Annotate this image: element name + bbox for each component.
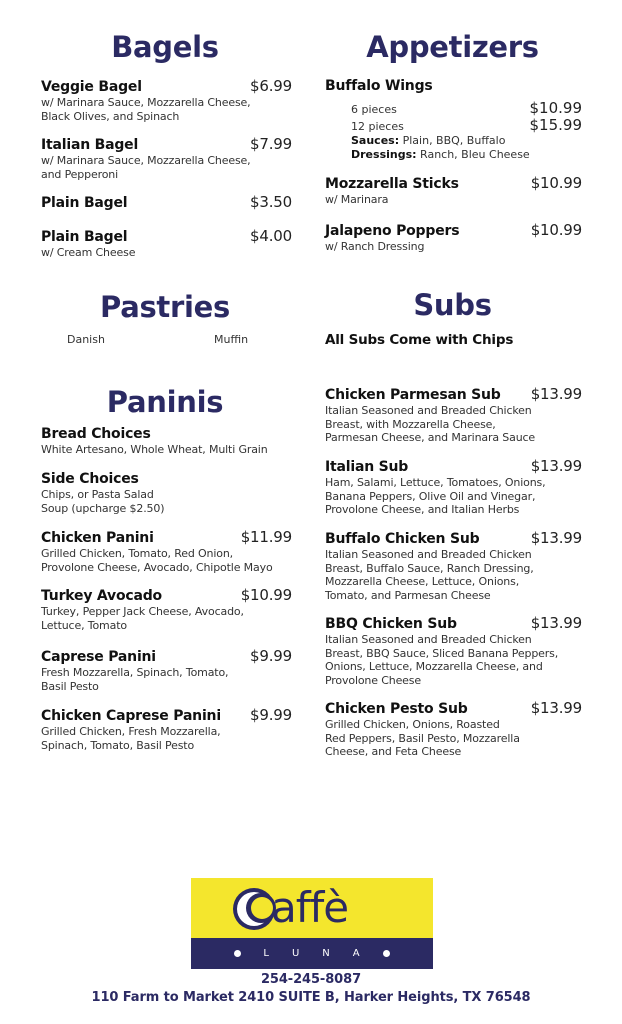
menu-item-plain-bagel (41, 194, 292, 212)
side-choice-line: Chips, or Pasta Salad (41, 488, 154, 501)
item-description: w/ Marinara (325, 193, 389, 206)
item-description: Ham, Salami, Lettuce, Tomatoes, Onions, (325, 476, 546, 489)
item-name: Caprese Panini (41, 649, 156, 665)
item-description: Breast, with Mozzarella Cheese, (325, 417, 496, 431)
item-price: $6.99 (250, 77, 292, 95)
menu-item-chicken-caprese-panini (41, 707, 292, 752)
logo-wordmark (271, 882, 348, 934)
item-name: Italian Bagel (41, 137, 139, 153)
bread-choices-list: White Artesano, Whole Wheat, Multi Grain (41, 443, 268, 456)
item-description: w/ Ranch Dressing (325, 240, 425, 253)
logo-letter: A (352, 948, 361, 959)
item-description: Parmesan Cheese, and Marinara Sauce (325, 431, 536, 444)
item-description: Turkey, Pepper Jack Cheese, Avocado, (41, 605, 244, 618)
section-title-subs: Subs (413, 288, 492, 322)
item-price: $13.99 (530, 529, 582, 547)
item-description: w/ Marinara Sauce, Mozzarella Cheese, (41, 96, 251, 109)
sauces-list: Plain, BBQ, Buffalo (402, 134, 506, 147)
item-name: Jalapeno Poppers (325, 223, 460, 239)
option-price: $10.99 (529, 99, 582, 117)
item-description: Grilled Chicken, Fresh Mozzarella, (41, 725, 221, 738)
item-price: $10.99 (530, 174, 582, 192)
item-name: Buffalo Wings (325, 78, 433, 94)
wings-option-12 (351, 117, 582, 134)
menu-item-mozzarella-sticks (325, 175, 582, 207)
item-name: BBQ Chicken Sub (325, 616, 457, 632)
item-price: $3.50 (250, 193, 292, 211)
item-description: Breast, Buffalo Sauce, Ranch Dressing, (325, 561, 534, 575)
address: 110 Farm to Market 2410 SUITE B, Harker Heights, TX 76548 (91, 990, 531, 1005)
item-price: $11.99 (240, 528, 292, 546)
logo-tagline (191, 938, 433, 969)
section-title-pastries: Pastries (100, 290, 230, 324)
item-description: Grilled Chicken, Tomato, Red Onion, (41, 547, 234, 560)
caffe-luna-logo (191, 878, 433, 969)
item-price: $13.99 (530, 614, 582, 632)
item-description: Black Olives, and Spinach (41, 109, 180, 123)
item-price: $4.00 (250, 227, 292, 245)
section-title-paninis: Paninis (106, 385, 224, 419)
menu-item-chicken-pesto-sub (325, 700, 582, 759)
bread-choices-label: Bread Choices (41, 426, 151, 442)
item-name: Chicken Panini (41, 530, 154, 546)
subs-note: All Subs Come with Chips (325, 332, 514, 348)
side-choice-line: Soup (upcharge $2.50) (41, 501, 165, 515)
pastry-item-muffin: Muffin (214, 333, 249, 346)
dressings-list: Ranch, Bleu Cheese (420, 147, 530, 161)
item-description: Italian Seasoned and Breaded Chicken (325, 548, 532, 561)
panini-bread-choices (41, 426, 301, 457)
logo-word: affè (271, 883, 349, 932)
sauces-label: Sauces: (351, 134, 400, 147)
item-description: w/ Cream Cheese (41, 246, 136, 259)
item-description: Provolone Cheese, and Italian Herbs (325, 503, 520, 516)
item-price: $10.99 (530, 221, 582, 239)
item-description: Spinach, Tomato, Basil Pesto (41, 738, 195, 752)
menu-item-plain-bagel-cream-cheese (41, 228, 292, 260)
item-name: Buffalo Chicken Sub (325, 531, 480, 547)
item-description: Red Peppers, Basil Pesto, Mozzarella (325, 731, 520, 745)
menu-item-bbq-chicken-sub (325, 615, 582, 687)
item-name: Plain Bagel (41, 229, 128, 245)
item-description: Onions, Lettuce, Mozzarella Cheese, and (325, 660, 543, 673)
logo-letter: U (291, 948, 301, 959)
dot-icon (234, 950, 241, 957)
item-name: Italian Sub (325, 459, 409, 475)
item-description: Lettuce, Tomato (41, 618, 127, 632)
menu-item-veggie-bagel (41, 78, 292, 123)
side-choices-label: Side Choices (41, 471, 139, 487)
option-label: 6 pieces (351, 103, 397, 116)
menu-item-italian-bagel (41, 136, 292, 181)
item-price: $9.99 (250, 706, 292, 724)
menu-item-jalapeno-poppers (325, 222, 582, 254)
item-description: Basil Pesto (41, 679, 99, 693)
section-title-bagels: Bagels (111, 30, 219, 64)
item-name: Chicken Pesto Sub (325, 701, 468, 717)
item-price: $13.99 (530, 385, 582, 403)
item-description: Mozzarella Cheese, Lettuce, Onions, (325, 575, 520, 588)
item-description: Banana Peppers, Olive Oil and Vinegar, (325, 489, 536, 503)
menu-item-caprese-panini (41, 648, 292, 693)
item-description: Provolone Cheese (325, 673, 421, 687)
item-price: $13.99 (530, 699, 582, 717)
item-description: Fresh Mozzarella, Spinach, Tomato, (41, 666, 229, 679)
option-price: $15.99 (529, 116, 582, 134)
item-price: $13.99 (530, 457, 582, 475)
menu-item-turkey-avocado (41, 587, 292, 632)
menu-item-buffalo-wings (325, 78, 582, 161)
wings-option-6 (351, 100, 582, 117)
item-name: Chicken Caprese Panini (41, 708, 221, 724)
dot-icon (383, 950, 390, 957)
item-description: Provolone Cheese, Avocado, Chipotle Mayo (41, 560, 273, 574)
item-description: Italian Seasoned and Breaded Chicken (325, 633, 532, 646)
option-label: 12 pieces (351, 120, 404, 133)
item-price: $9.99 (250, 647, 292, 665)
wings-dressings (351, 148, 582, 162)
item-price: $7.99 (250, 135, 292, 153)
logo-letter: N (322, 948, 331, 959)
section-title-appetizers: Appetizers (366, 30, 539, 64)
logo-navy-band (191, 938, 433, 969)
menu-item-chicken-parmesan-sub (325, 386, 582, 445)
menu-item-italian-sub (325, 458, 582, 517)
item-name: Chicken Parmesan Sub (325, 387, 501, 403)
logo-yellow-band (191, 878, 433, 938)
item-description: Grilled Chicken, Onions, Roasted (325, 718, 500, 731)
item-description: Tomato, and Parmesan Cheese (325, 588, 491, 602)
dressings-label: Dressings: (351, 147, 417, 161)
item-description: and Pepperoni (41, 167, 119, 181)
item-name: Turkey Avocado (41, 588, 162, 604)
menu-item-buffalo-chicken-sub (325, 530, 582, 602)
wings-sauces (351, 134, 582, 148)
item-name: Veggie Bagel (41, 79, 142, 95)
phone-number: 254-245-8087 (260, 972, 362, 987)
item-description: Italian Seasoned and Breaded Chicken (325, 404, 532, 417)
item-name: Mozzarella Sticks (325, 176, 459, 192)
item-description: Cheese, and Feta Cheese (325, 745, 462, 758)
pastry-item-danish: Danish (67, 333, 105, 346)
logo-letter: L (263, 948, 270, 959)
item-description: Breast, BBQ Sauce, Sliced Banana Peppers, (325, 646, 559, 660)
panini-side-choices (41, 471, 301, 515)
item-description: w/ Marinara Sauce, Mozzarella Cheese, (41, 154, 251, 167)
menu-item-chicken-panini (41, 529, 292, 574)
item-price: $10.99 (240, 586, 292, 604)
item-name: Plain Bagel (41, 195, 128, 211)
